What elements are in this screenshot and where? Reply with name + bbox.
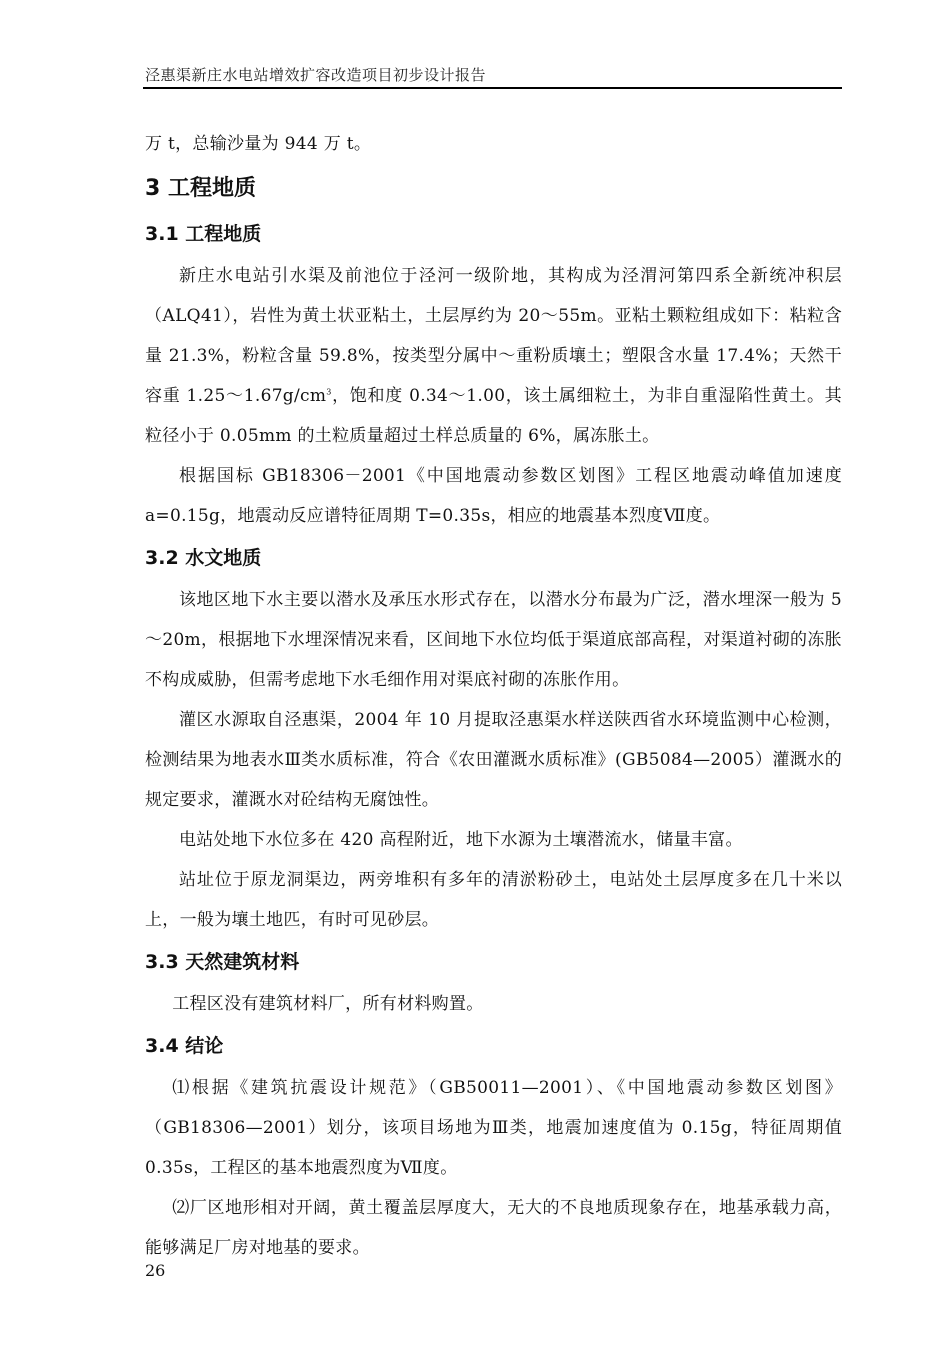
paragraph-3-2-4: 站址位于原龙洞渠边，两旁堆积有多年的清淤粉砂土，电站处土层厚度多在几十米以上，一般为壤土地匹，有时可见砂层。 (145, 870, 842, 930)
paragraph-3-4-1: ⑴根据《建筑抗震设计规范》（GB50011—2001）、《中国地震动参数区划图》（GB18306—2001）划分，该项目场地为Ⅲ类，地震加速度值为 0.15g，特征周期值 0.35s，工程区的基本地震烈度为Ⅶ度。 (145, 1078, 842, 1178)
paragraph-3-2-1: 该地区地下水主要以潜水及承压水形式存在，以潜水分布最为广泛，潜水埋深一般为 5～20m，根据地下水埋深情况来看，区间地下水位均低于渠道底部高程，对渠道衬砌的冻胀不构成威胁，但需考虑地下水毛细作用对渠底衬砌的冻胀作用。 (145, 590, 842, 690)
page-number: 26 (145, 1261, 166, 1280)
paragraph-3-1-1-text-b: ，饱和度 0.34～1.00，该土属细粒土，为非自重湿陷性黄土。其粒径小于 0.05mm 的土粒质量超过土样总质量的 6%，属冻胀土。 (145, 386, 842, 446)
paragraph-3-1-1-text-a: 新庄水电站引水渠及前池位于泾河一级阶地，其构成为泾渭河第四系全新统冲积层（ALQ41），岩性为黄土状亚粘土，土层厚约为 20～55m。亚粘土颗粒组成如下：粘粒含量 21.3%，粉粒含量 59.8%，按类型分属中～重粉质壤土；塑限含水量 17.4%；天然干容重 1.25～1.67g/cm (145, 266, 842, 406)
paragraph-3-2-2: 灌区水源取自泾惠渠，2004 年 10 月提取泾惠渠水样送陕西省水环境监测中心检测，检测结果为地表水Ⅲ类水质标准，符合《农田灌溉水质标准》(GB5084—2005）灌溉水的规定要求，灌溉水对砼结构无腐蚀性。 (145, 710, 842, 810)
section-heading-3-2: 3.2 水文地质 (145, 547, 262, 569)
header-rule (143, 87, 842, 89)
paragraph-3-1-1 (145, 256, 842, 456)
paragraph-3-4-2: ⑵厂区地形相对开阔，黄土覆盖层厚度大，无大的不良地质现象存在，地基承载力高，能够满足厂房对地基的要求。 (145, 1198, 842, 1258)
section-heading-3-1: 3.1 工程地质 (145, 223, 262, 245)
page-body (145, 124, 842, 1268)
chapter-heading: 3 工程地质 (145, 176, 256, 201)
superscript-3: 3 (326, 387, 332, 397)
paragraph-3-1-2: 根据国标 GB18306－2001《中国地震动参数区划图》工程区地震动峰值加速度 a=0.15g，地震动反应谱特征周期 T=0.35s，相应的地震基本烈度Ⅶ度。 (145, 466, 842, 526)
section-heading-3-3: 3.3 天然建筑材料 (145, 951, 300, 973)
paragraph-3-3-1: 工程区没有建筑材料厂，所有材料购置。 (172, 994, 484, 1014)
section-heading-3-4: 3.4 结论 (145, 1035, 224, 1057)
intro-line: 万 t，总输沙量为 944 万 t。 (145, 134, 372, 154)
running-header: 泾惠渠新庄水电站增效扩容改造项目初步设计报告 (145, 66, 487, 84)
paragraph-3-2-3: 电站处地下水位多在 420 高程附近，地下水源为土壤潜流水，储量丰富。 (179, 830, 743, 850)
